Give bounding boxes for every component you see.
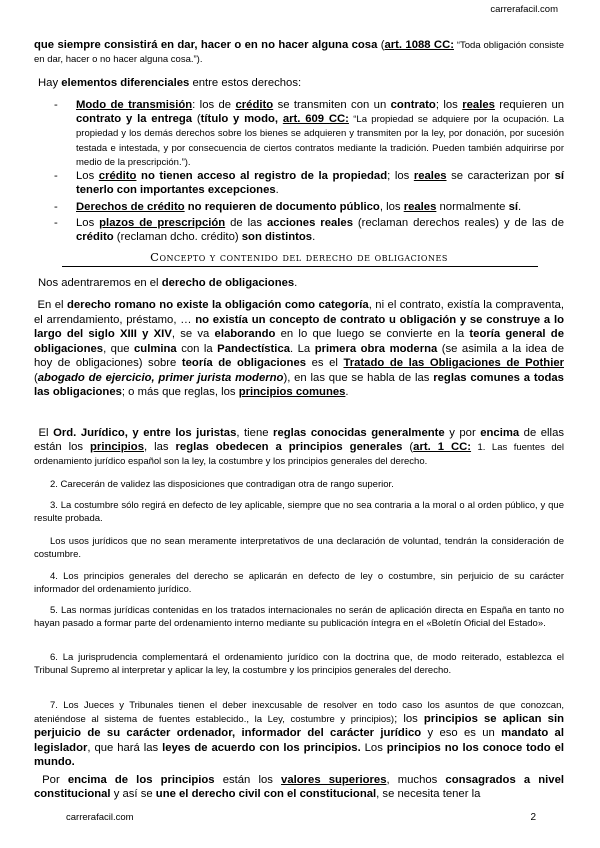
- legal-order-paragraph: El Ord. Jurídico, y entre los juristas, tiene reglas conocidas generalmente y por encima de ellas están los principios, las reglas obedecen a principios generales (art. 1 CC: 1. Las fuentes del ordenamiento jurídico español son la ley, la costumbre y los principios generales del derecho.: [34, 427, 565, 468]
- roman-law-paragraph: En el derecho romano no existe la obligación como categoría, ni el contrato, existía la compraventa, el arrendamiento, préstamo, … no existía un concepto de contrato u obligación y se construye a lo largo del siglo XIII y XIV, se va elaborando en lo que luego se convierte en la teoría general de obligaciones, que culmina con la Pandectística. La primera obra moderna (se asimila a la idea de hoy de obligaciones) sobre teoría de obligaciones es el Tratado de las Obligaciones de Pothier (abogado de ejercicio, primer jurista moderno), en las que se habla de las reglas comunes a todas las obligaciones; o más que reglas, los principios comunes.: [34, 299, 565, 398]
- article-3-usos: Los usos jurídicos que no sean meramente interpretativos de una declaración de voluntad, tendrán la consideración de costumbre.: [34, 536, 564, 560]
- section-heading: Concepto y contenido del derecho de obligaciones: [150, 250, 448, 264]
- site-footer: carrerafacil.com: [66, 812, 134, 823]
- bullet-public-document: - Derechos de crédito no requieren de documento público, los reales normalmente sí.: [54, 201, 522, 213]
- differences-intro: Hay elementos diferenciales entre estos derechos:: [38, 77, 302, 89]
- article-3: 3. La costumbre sólo regirá en defecto de ley aplicable, siempre que no sea contraria a la moral o al orden público, y que resulte probada.: [34, 500, 564, 524]
- obligations-intro: Nos adentraremos en el derecho de obligaciones.: [38, 277, 298, 289]
- bullet-registry: - Los crédito no tienen acceso al registro de la propiedad; los reales se caracterizan por sí tenerlo con importantes excepciones.: [54, 170, 565, 197]
- bullet-transmission: - Modo de transmisión: los de crédito se transmiten con un contrato; los reales requieren un contrato y la entrega (título y modo, art. 609 CC: “La propiedad se adquiere por la ocupación. La propiedad y los demás derechos sobre los bienes se adquieren y transmiten por la ley, por donación, por sucesión testada e intestada, y por consecuencia de ciertos contratos mediante la tradición. Pueden también adquirirse por medio de la prescripción.”).: [54, 99, 565, 168]
- article-2: 2. Carecerán de validez las disposiciones que contradigan otra de rango superior.: [50, 479, 394, 490]
- bullet-prescription: - Los plazos de prescripción de las acciones reales (reclaman derechos reales) y de las de crédito (reclaman dcho. crédito) son distintos.: [54, 217, 564, 244]
- article-5: 5. Las normas jurídicas contenidas en los tratados internacionales no serán de aplicación directa en España en tanto no hayan pasado a formar parte del ordenamiento interno mediante su publicación íntegra en el «Boletín Oficial del Estado».: [34, 605, 564, 629]
- superior-values-paragraph: Por encima de los principios están los valores superiores, muchos consagrados a nivel constitucional y así se une el derecho civil con el constitucional, se necesita tener la: [34, 774, 564, 801]
- intro-paragraph: que siempre consistirá en dar, hacer o en no hacer alguna cosa (art. 1088 CC: “Toda obligación consiste en dar, hacer o no hacer alguna cosa.”).: [34, 39, 564, 66]
- article-4: 4. Los principios generales del derecho se aplicarán en defecto de ley o costumbre, sin perjuicio de su carácter informador del ordenamiento jurídico.: [34, 571, 564, 595]
- heading-underline: [62, 266, 538, 267]
- article-6: 6. La jurisprudencia complementará el ordenamiento jurídico con la doctrina que, de modo reiterado, establezca el Tribunal Supremo al interpretar y aplicar la ley, la costumbre y los principios generales del derecho.: [34, 652, 564, 676]
- site-header: carrerafacil.com: [490, 4, 558, 15]
- article-7-paragraph: 7. Los Jueces y Tribunales tienen el deber inexcusable de resolver en todo caso los asuntos de que conozcan, ateniéndose al sistema de fuentes establecido., la Ley, costumbre y principios); los principios se aplican sin perjuicio de su carácter ordenador, informador del carácter jurídico y eso es un mandato al legislador, que hará las leyes de acuerdo con los principios. Los principios no los conoce todo el mundo.: [34, 700, 564, 768]
- page-number: 2: [530, 812, 536, 823]
